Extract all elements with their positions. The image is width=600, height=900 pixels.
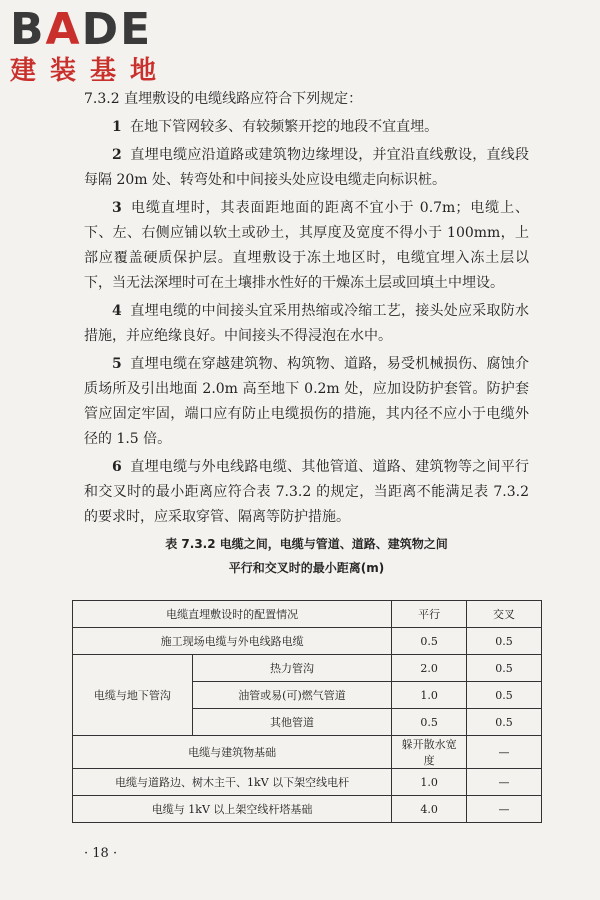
distance-table <box>72 600 542 823</box>
clause-5: 5 直埋电缆在穿越建筑物、构筑物、道路，易受机械损伤、腐蚀介质场所及引出地面 2.0m 高至地下 0.2m 处，应加设防护套管。防护套管应固定牢固，端口应有防止电缆损伤的措施，其内径不应小于电缆外径的 1.5 倍。 <box>84 356 529 447</box>
clause-2: 2 直埋电缆应沿道路或建筑物边缘埋设，并宜沿直线敷设，直线段每隔 20m 处、转弯处和中间接头处应设电缆走向标识桩。 <box>84 147 529 188</box>
table-row: 施工现场电缆与外电线路电缆 0.5 0.5 <box>73 628 542 655</box>
header-parallel: 平行 <box>392 601 467 628</box>
clause-3: 3 电缆直埋时，其表面距地面的距离不宜小于 0.7m；电缆上、下、左、右侧应铺以软土或砂土，其厚度及宽度不得小于 100mm，上部应覆盖硬质保护层。直埋敷设于冻土地区时，电缆宜埋入冻土层以下，当无法深埋时可在土壤排水性好的干燥冻土层或回填土中埋设。 <box>84 200 529 291</box>
header-cross: 交叉 <box>467 601 542 628</box>
table-row: 电缆与建筑物基础 躲开散水宽度 — <box>73 736 542 769</box>
document-body <box>84 88 529 578</box>
page-number: · 18 · <box>84 846 118 861</box>
table-row: 油管或易(可)燃气管道 1.0 0.5 <box>73 682 542 709</box>
clause-6: 6 直埋电缆与外电线路电缆、其他管道、道路、建筑物等之间平行和交叉时的最小距离应符合表 7.3.2 的规定，当距离不能满足表 7.3.2 的要求时，应采取穿管、隔离等防护措施。 <box>84 459 529 525</box>
table-row: 电缆与 1kV 以上架空线杆塔基础 4.0 — <box>73 796 542 823</box>
table-row: 电缆与地下管沟 热力管沟 2.0 0.5 <box>73 655 542 682</box>
section-heading: 7.3.2 直埋敷设的电缆线路应符合下列规定： <box>84 91 363 107</box>
clause-4: 4 直埋电缆的中间接头宜采用热缩或冷缩工艺，接头处应采取防水措施，并应绝缘良好。中间接头不得浸泡在水中。 <box>84 303 529 344</box>
clause-1: 1 在地下管网较多、有较频繁开挖的地段不宜直埋。 <box>112 119 439 135</box>
logo-wordmark: BADE <box>10 4 153 55</box>
table-row: 其他管道 0.5 0.5 <box>73 709 542 736</box>
table-title-line2: 平行和交叉时的最小距离(m) <box>228 561 385 575</box>
group-label: 电缆与地下管沟 <box>73 655 193 736</box>
table-header-row <box>73 601 542 628</box>
brand-logo <box>10 6 170 86</box>
table-title-line1: 表 7.3.2 电缆之间，电缆与管道、道路、建筑物之间 <box>165 537 448 551</box>
header-condition: 电缆直埋敷设时的配置情况 <box>73 601 392 628</box>
table-row: 电缆与道路边、树木主干、1kV 以下架空线电杆 1.0 — <box>73 769 542 796</box>
logo-subtitle: 建装基地 <box>10 56 171 86</box>
